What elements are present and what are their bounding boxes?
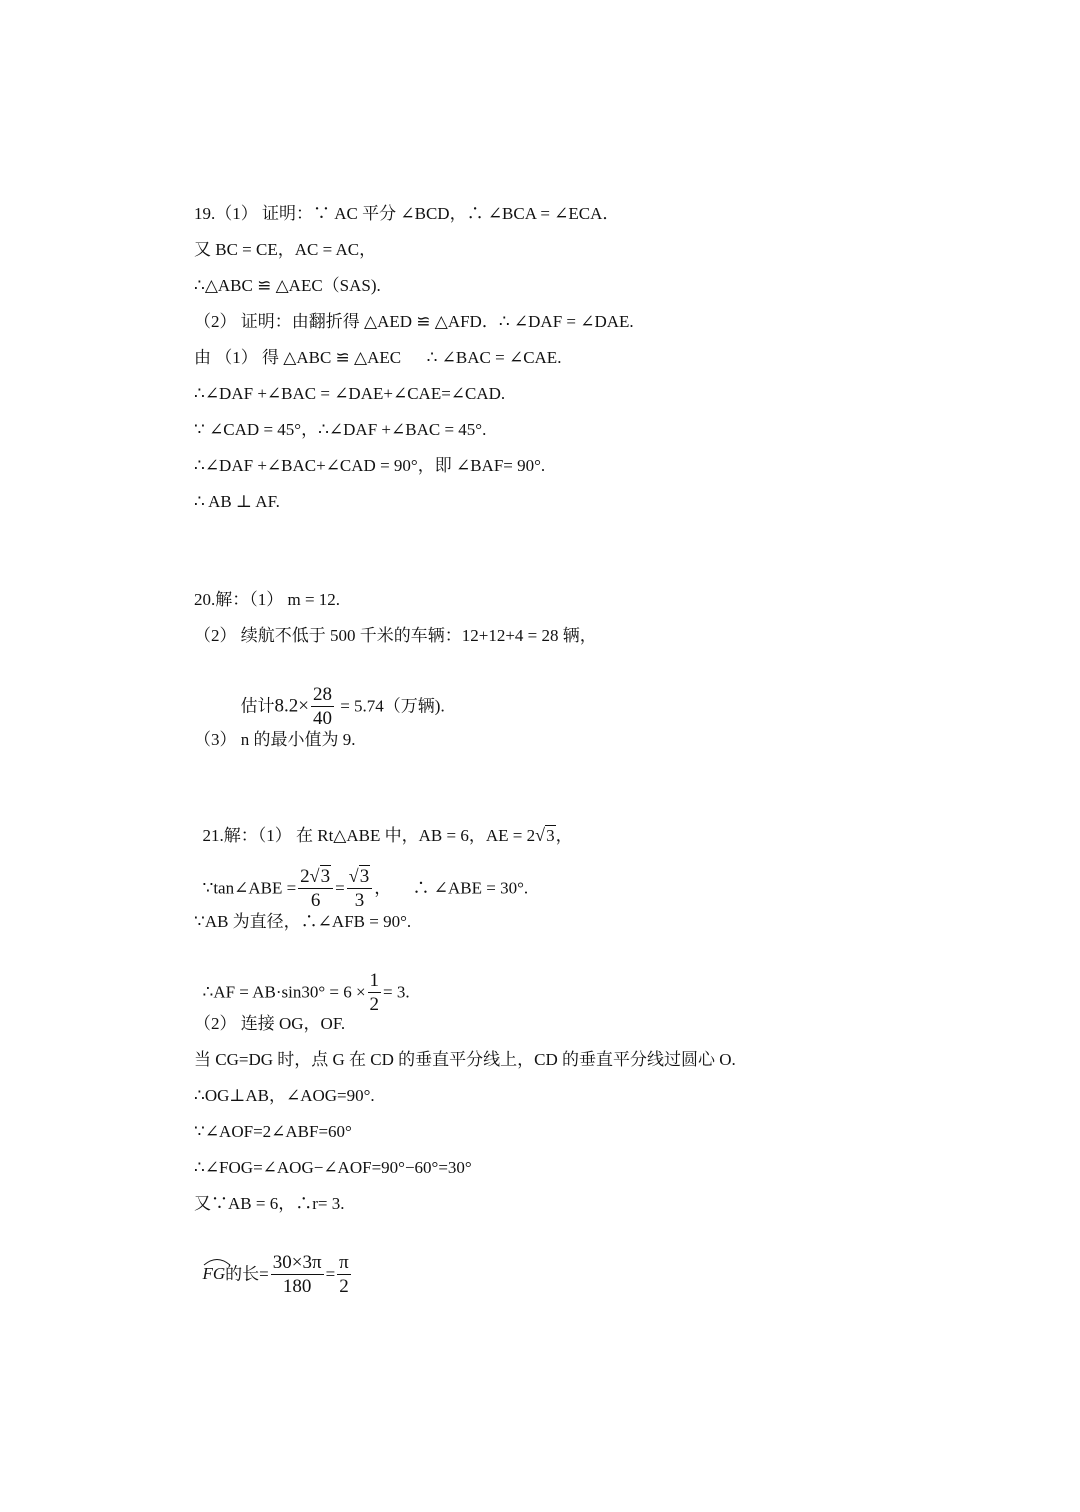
q21-l2-f1-den: 6 (310, 890, 321, 911)
q21-l11-num2: π (339, 1252, 349, 1273)
q21-l11-fraction-2 (337, 1252, 351, 1299)
q21-l2-post: ， ∴ ∠ABE = 30°. (374, 878, 529, 898)
q19-line-3: ∴△ABC ≌ △AEC（SAS). (194, 276, 381, 295)
sqrt-symbol: √ 3 (348, 866, 370, 887)
q20-est-suffix: = 5.74（万辆). (335, 696, 445, 716)
q20-frac-den: 40 (312, 708, 332, 729)
q21-l1-post: ， (555, 826, 573, 845)
q21-l1-radicand: 3 (546, 826, 555, 845)
q21-l4-fraction (368, 970, 382, 1017)
q19-line-6: ∴∠DAF +∠BAC = ∠DAE+∠CAE=∠CAD. (194, 384, 506, 403)
q21-l2-fraction-2 (347, 866, 373, 913)
q21-line-6: 当 CG=DG 时，点 G 在 CD 的垂直平分线上，CD 的垂直平分线过圆心 O. (194, 1050, 736, 1069)
q21-l11-mid: 的长= (225, 1264, 269, 1284)
q21-line-10: 又∵AB = 6，∴r= 3. (194, 1194, 345, 1213)
q19-line-4: （2） 证明：由翻折得 △AED ≌ △AFD．∴ ∠DAF = ∠DAE. (194, 312, 634, 331)
q20-est-mult: 8.2× (274, 695, 309, 717)
q21-l11-den: 180 (282, 1276, 312, 1297)
q21-l4-num: 1 (369, 970, 380, 991)
arc-text: FG (202, 1264, 226, 1284)
q21-l2-f2-den: 3 (354, 890, 365, 911)
arc-label (203, 1262, 226, 1286)
q19-line-8: ∴∠DAF +∠BAC+∠CAD = 90°，即 ∠BAF= 90°. (194, 456, 546, 475)
q20-frac-num: 28 (312, 684, 332, 705)
q21-l1-pre: 21.解：（1） 在 Rt△ABE 中，AB = 6，AE = 2 (202, 826, 536, 845)
q19-line-5: 由 （1） 得 △ABC ≌ △AEC ∴ ∠BAC = ∠CAE. (194, 348, 562, 367)
q21-l4-den: 2 (369, 994, 380, 1015)
q20-estimate-line (232, 660, 445, 731)
q19-line-2: 又 BC = CE，AC = AC， (194, 240, 377, 259)
q20-line-4: （3） n 的最小值为 9. (194, 730, 356, 749)
q21-l2-f1-coef: 2 (300, 866, 310, 887)
q21-line-2 (194, 842, 528, 913)
q21-l11-num: 30×3π (272, 1252, 322, 1273)
q21-l2-eq: = (335, 878, 345, 898)
sqrt-symbol: √ 3 (309, 866, 331, 887)
q21-l2-f2-radicand: 3 (359, 866, 370, 887)
q21-l2-f1-radicand: 3 (320, 866, 331, 887)
q19-line-1: 19.（1） 证明：∵ AC 平分 ∠BCD，∴ ∠BCA = ∠ECA． (194, 204, 620, 223)
q21-l2-pre: ∵tan∠ABE = (202, 878, 297, 898)
q21-l4-post: = 3. (383, 982, 410, 1002)
q19-line-7: ∵ ∠CAD = 45°，∴∠DAF +∠BAC = 45°. (194, 420, 487, 439)
q21-line-3: ∵AB 为直径，∴∠AFB = 90°. (194, 912, 412, 931)
q21-line-11 (194, 1228, 353, 1299)
q21-line-8: ∵∠AOF=2∠ABF=60° (194, 1122, 352, 1141)
q20-line-1: 20.解：（1） m = 12. (194, 590, 341, 609)
q21-l11-eq: = (325, 1264, 336, 1284)
arc-icon (203, 1256, 231, 1266)
q21-l2-fraction-1 (298, 866, 333, 913)
q19-line-9: ∴ AB ⊥ AF. (194, 492, 280, 511)
q21-line-7: ∴OG⊥AB，∠AOG=90°. (194, 1086, 375, 1105)
q21-line-9: ∴∠FOG=∠AOG−∠AOF=90°−60°=30° (194, 1158, 472, 1177)
q20-fraction (311, 684, 334, 731)
q21-line-1 (194, 800, 573, 848)
q20-est-prefix: 估计 (240, 696, 275, 716)
q20-line-2: （2） 续航不低于 500 千米的车辆：12+12+4 = 28 辆， (194, 626, 597, 645)
q21-line-5: （2） 连接 OG，OF. (194, 1014, 346, 1033)
sqrt-symbol: √ 3 (535, 825, 555, 845)
q21-l11-fraction-1 (271, 1252, 324, 1299)
q21-l11-den2: 2 (339, 1276, 349, 1297)
q21-line-4 (194, 946, 410, 1017)
q21-l4-pre: ∴AF = AB·sin30° = 6 × (202, 982, 366, 1002)
